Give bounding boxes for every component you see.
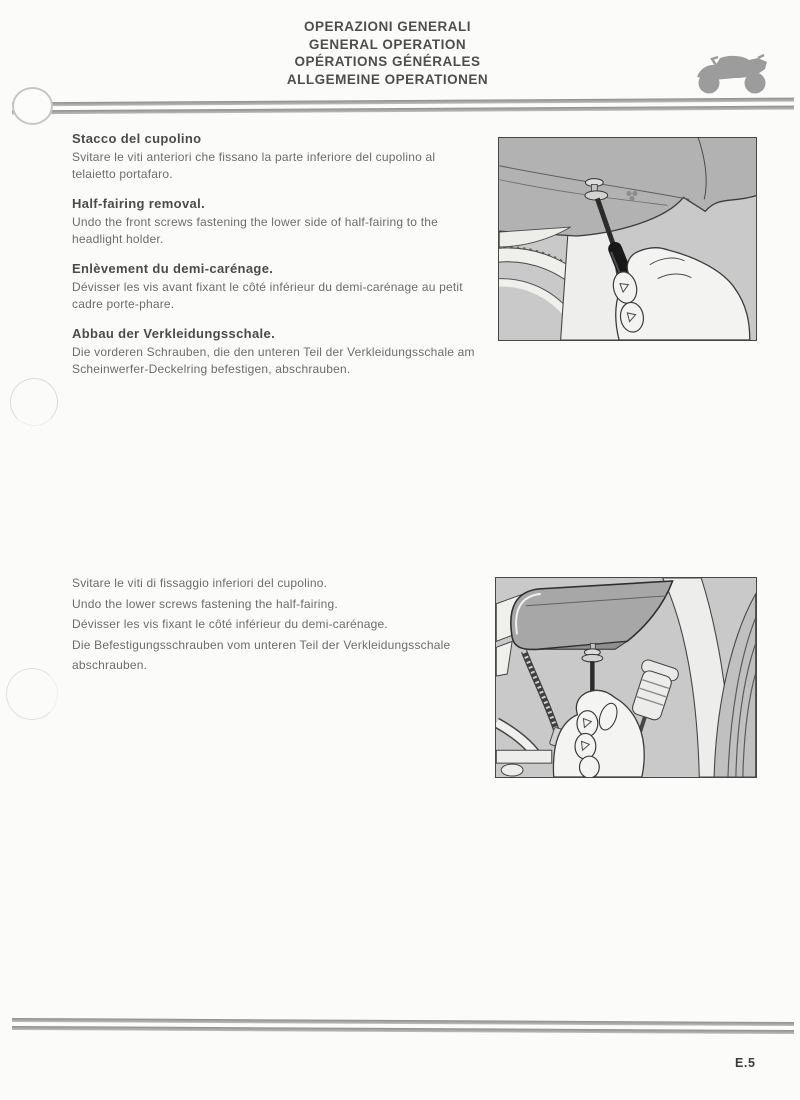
page-number: E.5 <box>735 1056 756 1070</box>
section-body: Svitare le viti anteriori che fissano la parte inferiore del cupolino al telaietto portafaro. <box>72 150 436 181</box>
lower-screws-block <box>72 573 484 676</box>
section-heading: Half-fairing removal. <box>72 196 206 211</box>
front-screw-figure <box>498 137 757 341</box>
title-german: ALLGEMEINE OPERATIONEN <box>286 71 489 87</box>
lower-screw-illustration <box>496 578 756 777</box>
section-body: Dévisser les vis avant fixant le côté inférieur du demi-carénage au petit cadre porte-phare. <box>72 280 463 311</box>
punch-hole-ghost <box>10 378 58 426</box>
bottom-rule <box>12 1018 794 1035</box>
instruction-column <box>72 130 482 390</box>
section-german <box>72 325 482 377</box>
line-italian: Svitare le viti di fissaggio inferiori del cupolino. <box>72 576 328 590</box>
motorcycle-icon <box>692 50 776 96</box>
lower-screw-figure <box>495 577 757 778</box>
section-french <box>72 260 482 312</box>
top-rule <box>12 98 794 116</box>
punch-hole-ghost <box>6 668 58 720</box>
section-body: Die vorderen Schrauben, die den unteren Teil der Verkleidungsschale am Scheinwerfer-Deckelring befestigen, abschrauben. <box>72 345 475 376</box>
section-heading: Stacco del cupolino <box>72 131 202 146</box>
section-heading: Abbau der Verkleidungsschale. <box>72 326 276 341</box>
section-heading: Enlèvement du demi-carénage. <box>72 261 274 276</box>
section-italian <box>72 130 482 182</box>
page-header-titles <box>180 18 595 88</box>
front-screw-illustration <box>499 138 756 340</box>
punch-hole <box>12 87 53 125</box>
line-french: Dévisser les vis fixant le côté inférieur du demi-carénage. <box>72 617 388 631</box>
title-french: OPÉRATIONS GÉNÉRALES <box>294 54 481 69</box>
title-italian: OPERAZIONI GENERALI <box>303 19 471 34</box>
section-english <box>72 195 482 247</box>
line-english: Undo the lower screws fastening the half-fairing. <box>72 596 338 611</box>
section-body: Undo the front screws fastening the lower side of half-fairing to the headlight holder. <box>72 215 438 246</box>
title-english: GENERAL OPERATION <box>308 36 467 52</box>
line-german: Die Befestigungsschrauben vom unteren Teil der Verkleidungsschale abschrauben. <box>72 637 451 672</box>
